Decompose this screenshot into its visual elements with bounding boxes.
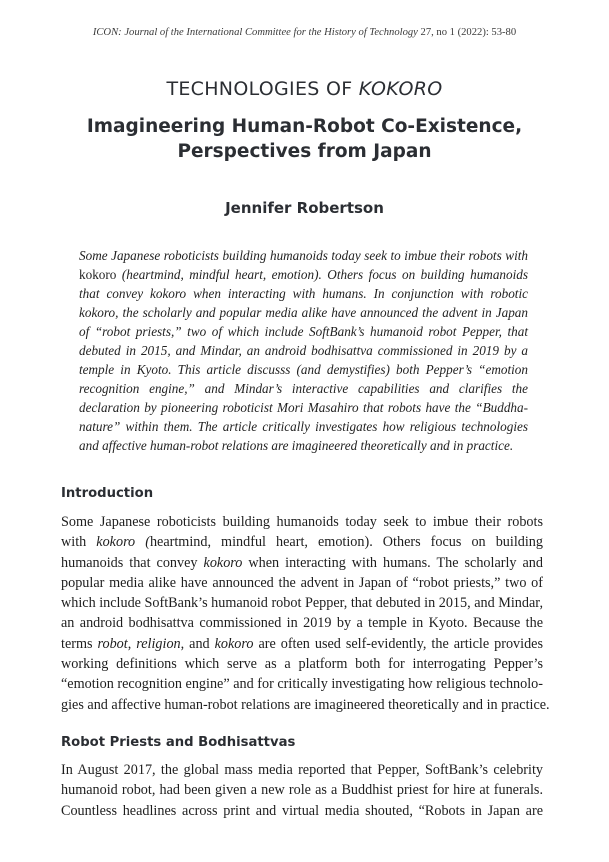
author-name: Jennifer Robertson [225, 199, 384, 217]
article-subtitle [0, 114, 609, 164]
abstract-line [79, 265, 528, 284]
italic-term: kokoro [203, 554, 243, 571]
subtitle-line-2: Perspectives from Japan [177, 141, 432, 162]
abstract-line-text: (heartmind, mindful heart, emotion). Others focus on building humanoids [121, 267, 528, 282]
running-head [0, 27, 609, 38]
abstract-line: nature” within them. The article critically investigates how religious technologies [79, 419, 528, 434]
body-line: gies and affective human-robot relations are imagineered theoretically and in practice. [61, 696, 550, 713]
body-line: popular media alike have announced the advent in Japan of “robot priests,” two of [61, 574, 543, 591]
body-line: “emotion recognition engine” and for critically investigating how religious technolo- [61, 676, 543, 693]
abstract-line: debuted in 2015, and Mindar, an android bodhisattva commissioned in 2019 by a [79, 343, 528, 358]
abstract-line: that convey kokoro when interacting with humans. In conjunction with robotic [79, 286, 528, 301]
abstract-upright-word: kokoro [79, 267, 117, 282]
abstract-line: recognition engine,” and Mindar’s interactive capabilities and clarifies the [79, 381, 528, 396]
body-line: with kokoro (heartmind, mindful heart, emotion). Others focus on building [61, 534, 543, 551]
abstract-line: of “robot priests,” two of which include SoftBank’s humanoid robot Pepper, that [79, 324, 528, 339]
section-heading-introduction: Introduction [61, 486, 154, 501]
italic-term: kokoro ( [96, 534, 150, 551]
body-line: In August 2017, the global mass media reported that Pepper, SoftBank’s celebrity [61, 762, 543, 778]
article-title-main: TECHNOLOGIES OF [166, 78, 359, 100]
article-title [0, 78, 609, 100]
section-heading-robot-priests: Robot Priests and Bodhisattvas [61, 735, 296, 750]
body-line: Some Japanese roboticists building humanoids today seek to imbue their robots [61, 514, 543, 530]
article-title-italic: KOKORO [358, 78, 443, 100]
body-line: an android bodhisattva commissioned in 2019 by a temple in Kyoto. Because the [61, 615, 543, 632]
body-line: terms robot, religion, and kokoro are often used self-evidently, the article provides [61, 635, 543, 652]
body-line: Countless headlines across print and virtual media shouted, “Robots in Japan are [61, 802, 543, 819]
abstract [79, 246, 528, 455]
abstract-line: and affective human-robot relations are imagineered theoretically and in practice. [79, 438, 514, 453]
abstract-line: Some Japanese roboticists building humanoids today seek to imbue their robots with [79, 248, 528, 263]
journal-title: ICON: Journal of the International Committee for the History of Technology [92, 27, 418, 38]
journal-citation: 27, no 1 (2022): 53-80 [417, 27, 517, 38]
body-line: working definitions which serve as a platform both for interrogating Pepper’s [61, 656, 543, 673]
italic-term: robot [97, 635, 128, 652]
introduction-paragraph [61, 512, 550, 715]
italic-term: kokoro [214, 635, 254, 652]
body-line: humanoid robot, had been given a new role as a Buddhist priest for hire at funerals. [61, 782, 543, 799]
robot-priests-paragraph [61, 760, 543, 821]
body-line: humanoids that convey kokoro when interacting with humans. The scholarly and [61, 554, 543, 571]
italic-term: religion [136, 635, 181, 652]
body-line: which include SoftBank’s humanoid robot Pepper, that debuted in 2015, and Mindar, [61, 595, 543, 612]
abstract-line: declaration by pioneering roboticist Mori Masahiro that robots have the “Buddha- [79, 400, 528, 415]
abstract-line: temple in Kyoto. This article discusss (and demystifies) both Pepper’s “emotion [79, 362, 528, 377]
abstract-line: kokoro, the scholarly and popular media alike have announced the advent in Japan [79, 305, 528, 320]
subtitle-line-1: Imagineering Human-Robot Co-Existence, [86, 116, 523, 137]
